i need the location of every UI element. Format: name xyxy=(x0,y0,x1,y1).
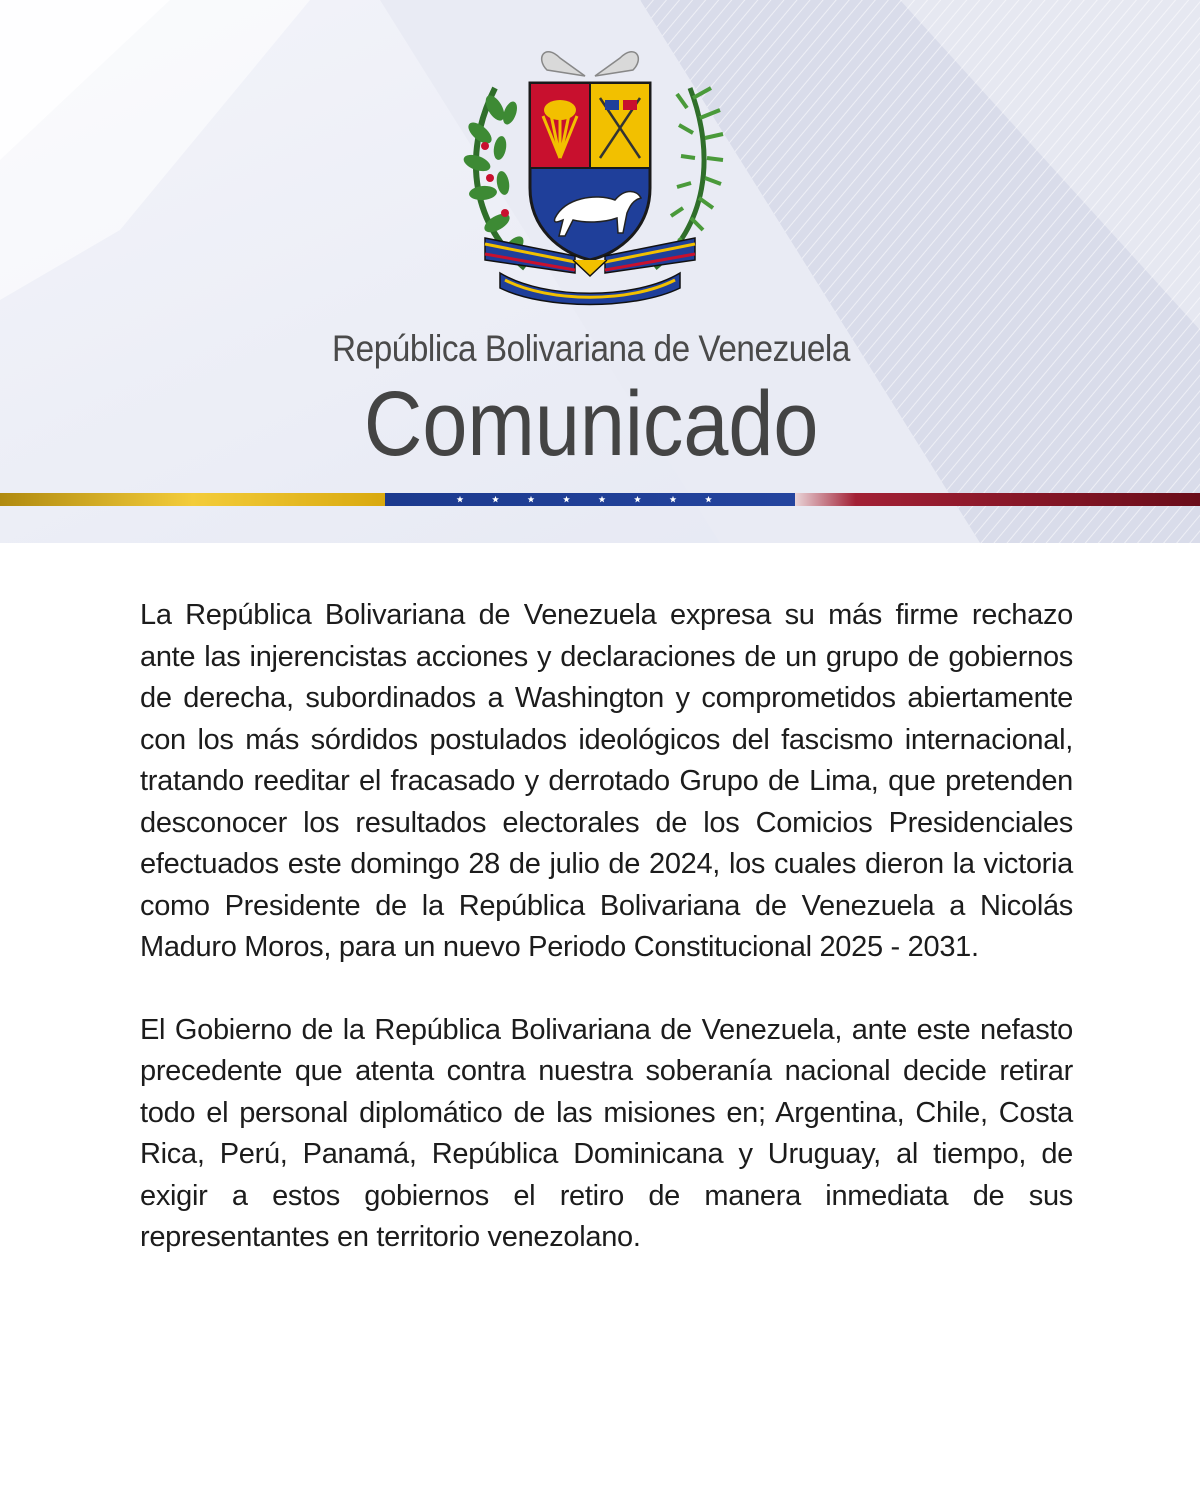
statement-paragraph: El Gobierno de la República Bolivariana de Venezuela, ante este nefasto precedente que atenta contra nuestra soberanía nacional decide retirar todo el personal diplomático de las misiones en; Argentina, Chile, Costa Rica, Perú, Panamá, República Dominicana y Uruguay, al tiempo, de exigir a estos gobiernos el retiro de manera inmediata de sus representantes en territorio venezolano. xyxy=(140,1013,1073,1253)
flag-stripe-icon xyxy=(0,492,1200,508)
page-title: Comunicado xyxy=(363,373,819,475)
header-subtitle: República Bolivariana de Venezuela xyxy=(332,328,850,369)
coat-of-arms-icon xyxy=(455,38,725,310)
statement-paragraph: La República Bolivariana de Venezuela expresa su más firme rechazo ante las injerencistas acciones y declaraciones de un grupo de gobiernos de derecha, subordinados a Washington y comprometidos abiertamente con los más sórdidos postulados ideológicos del fascismo internacional, tratando reeditar el fracasado y derrotado Grupo de Lima, que pretenden desconocer los resultados electorales de los Comicios Presidenciales efectuados este domingo 28 de julio de 2024, los cuales dieron la victoria como Presidente de la República Bolivariana de Venezuela a Nicolás Maduro Moros, para un nuevo Periodo Constitucional 2025 - 2031. xyxy=(140,599,1073,963)
statement-body xyxy=(140,595,1073,1259)
header-banner xyxy=(0,0,1200,543)
